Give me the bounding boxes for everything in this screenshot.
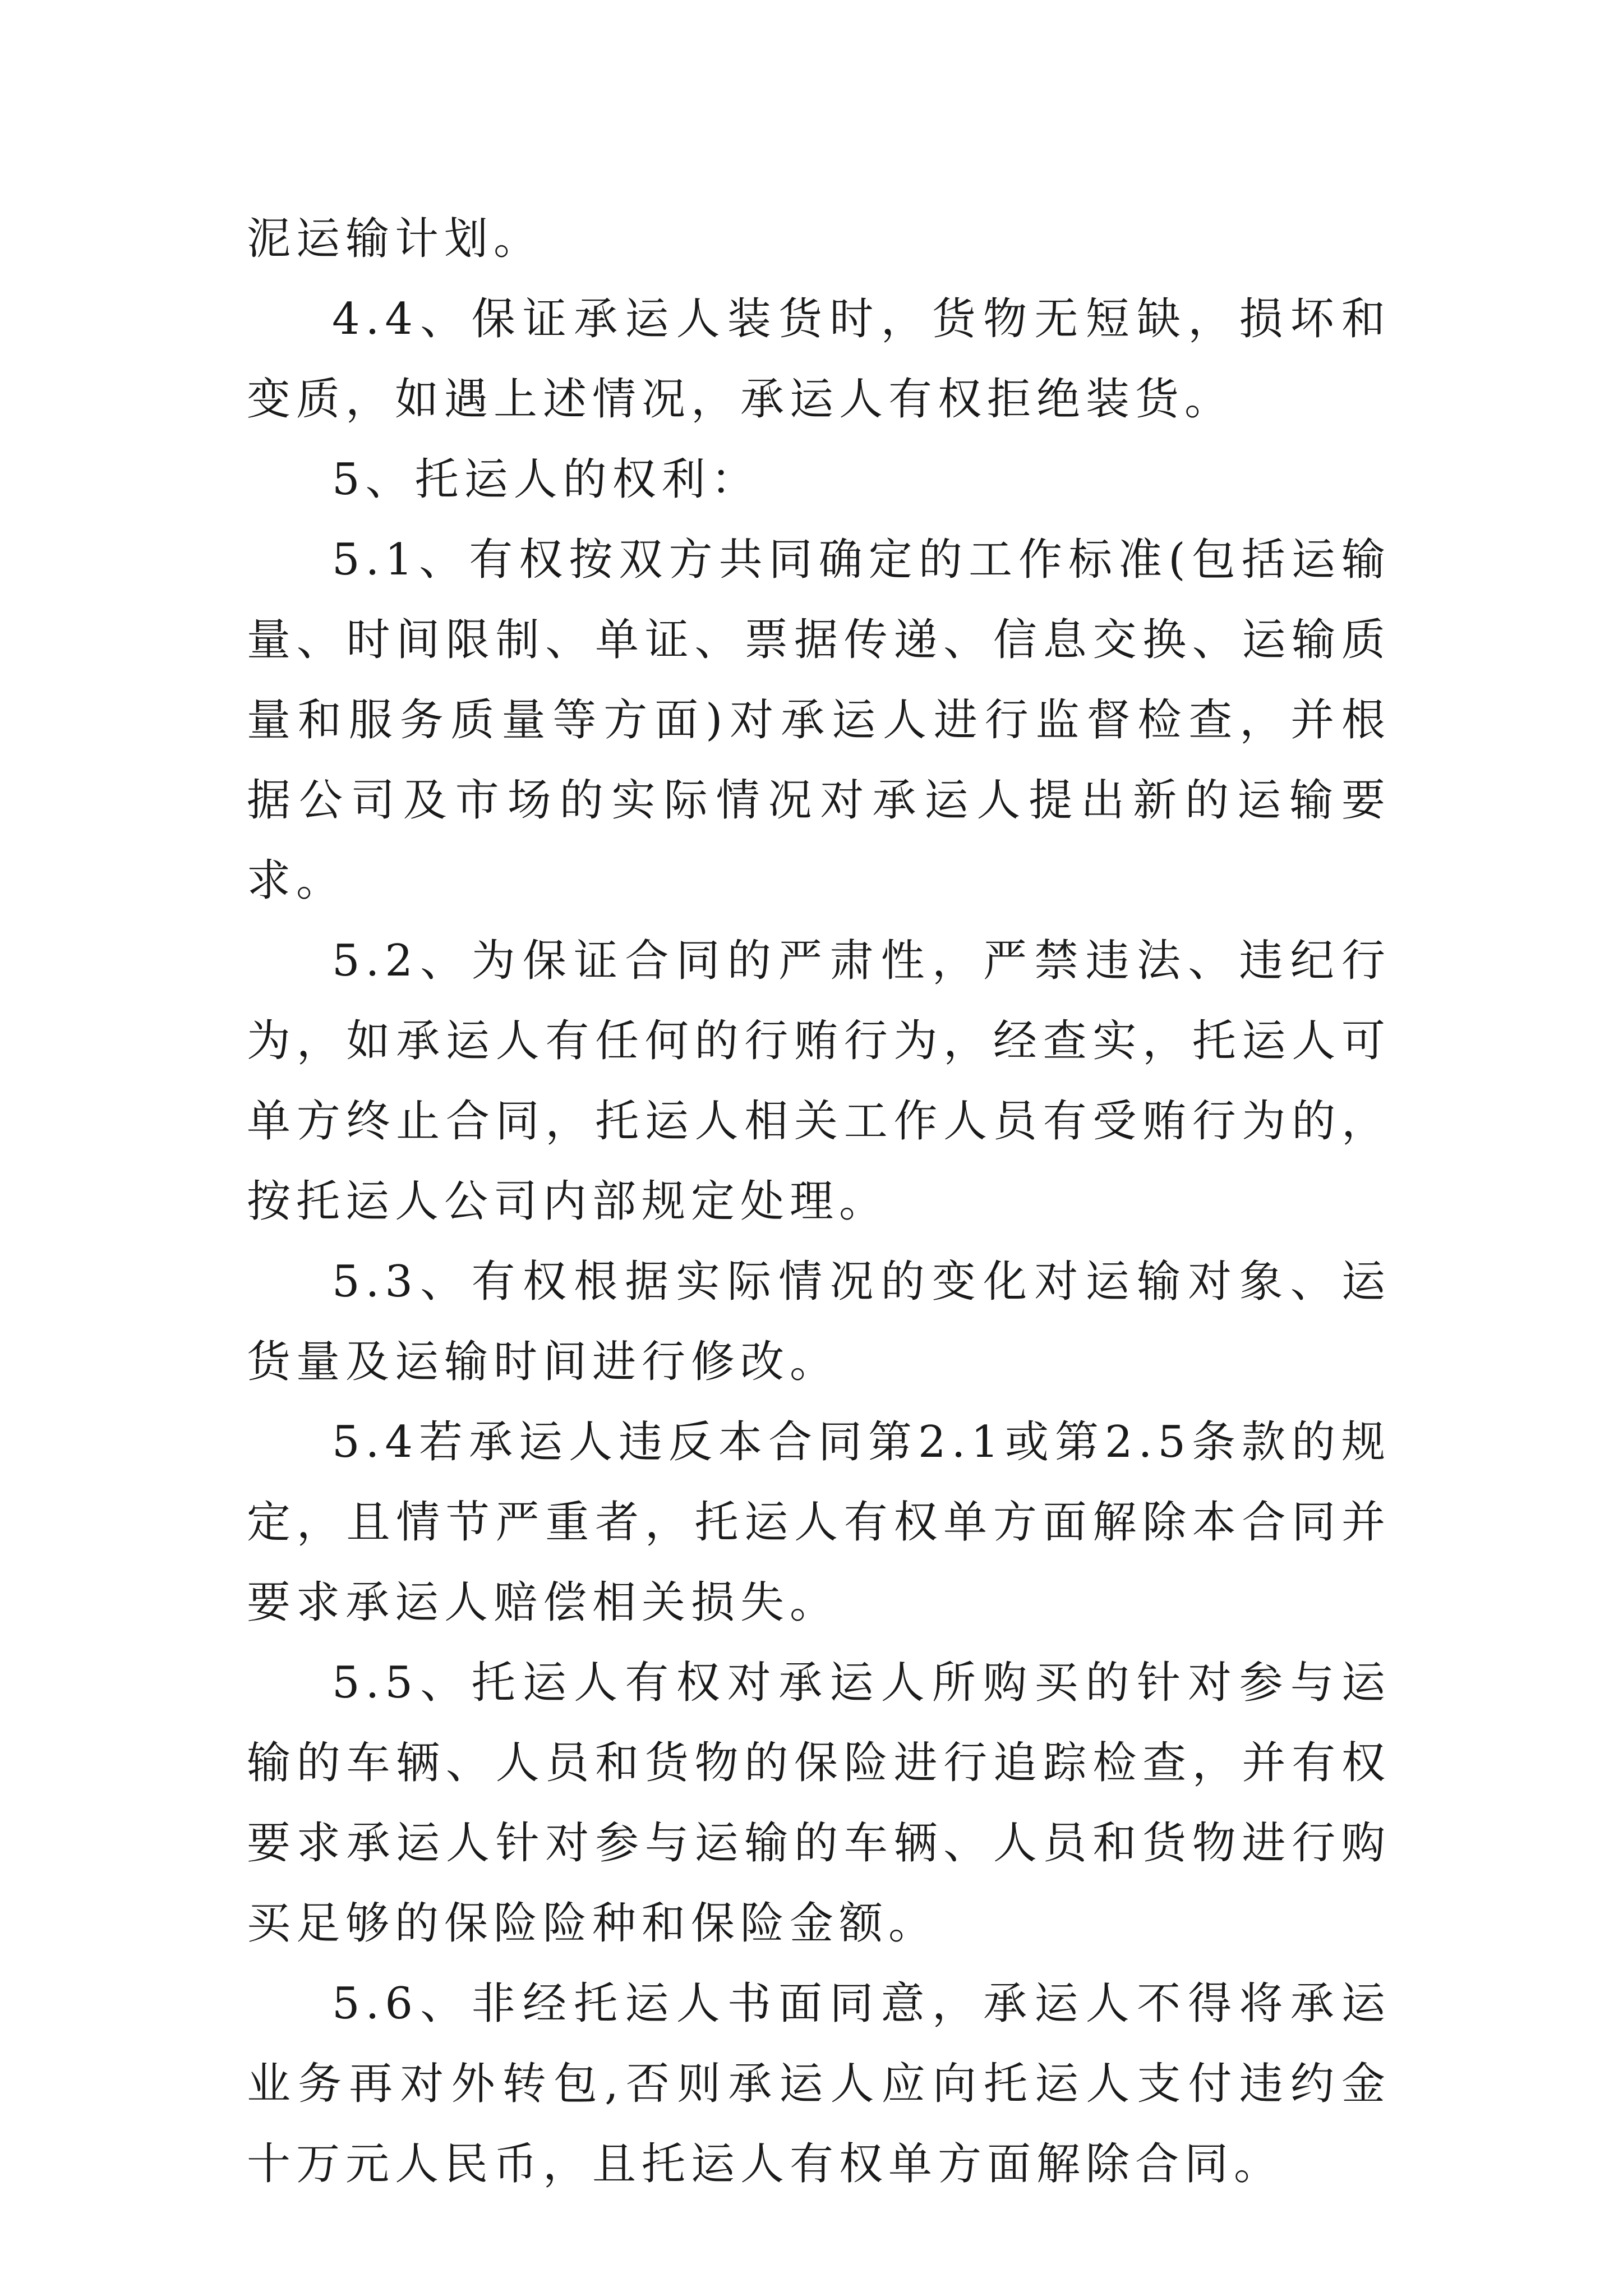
paragraph-clause-5-3: 5.3、有权根据实际情况的变化对运输对象、运货量及运输时间进行修改。 <box>247 1257 1391 1387</box>
paragraph-clause-4-4: 4.4、保证承运人装货时，货物无短缺，损坏和变质，如遇上述情况，承运人有权拒绝装货。 <box>247 294 1391 425</box>
paragraph-clause-5-4: 5.4若承运人违反本合同第2.1或第2.5条款的规定，且情节严重者，托运人有权单方面解除本合同并要求承运人赔偿相关损失。 <box>247 1417 1391 1628</box>
paragraph-clause-5-6: 5.6、非经托运人书面同意，承运人不得将承运业务再对外转包,否则承运人应向托运人支付违约金十万元人民币，且托运人有权单方面解除合同。 <box>247 1978 1391 2189</box>
paragraph-clause-5-2: 5.2、为保证合同的严肃性，严禁违法、违纪行为，如承运人有任何的行贿行为，经查实，托运人可单方终止合同，托运人相关工作人员有受贿行为的，按托运人公司内部规定处理。 <box>247 936 1391 1227</box>
paragraph-clause-5-5: 5.5、托运人有权对承运人所购买的针对参与运输的车辆、人员和货物的保险进行追踪检查，并有权要求承运人针对参与运输的车辆、人员和货物进行购买足够的保险险种和保险金额。 <box>247 1658 1391 1949</box>
document-body <box>247 199 1391 2205</box>
paragraph-clause-5-1: 5.1、有权按双方共同确定的工作标准(包括运输量、时间限制、单证、票据传递、信息交换、运输质量和服务质量等方面)对承运人进行监督检查，并根据公司及市场的实际情况对承运人提出新的运输要求。 <box>247 535 1391 906</box>
paragraph-continuation: 泥运输计划。 <box>247 214 543 264</box>
section-heading-shipper-rights: 5、托运人的权利： <box>332 454 760 505</box>
